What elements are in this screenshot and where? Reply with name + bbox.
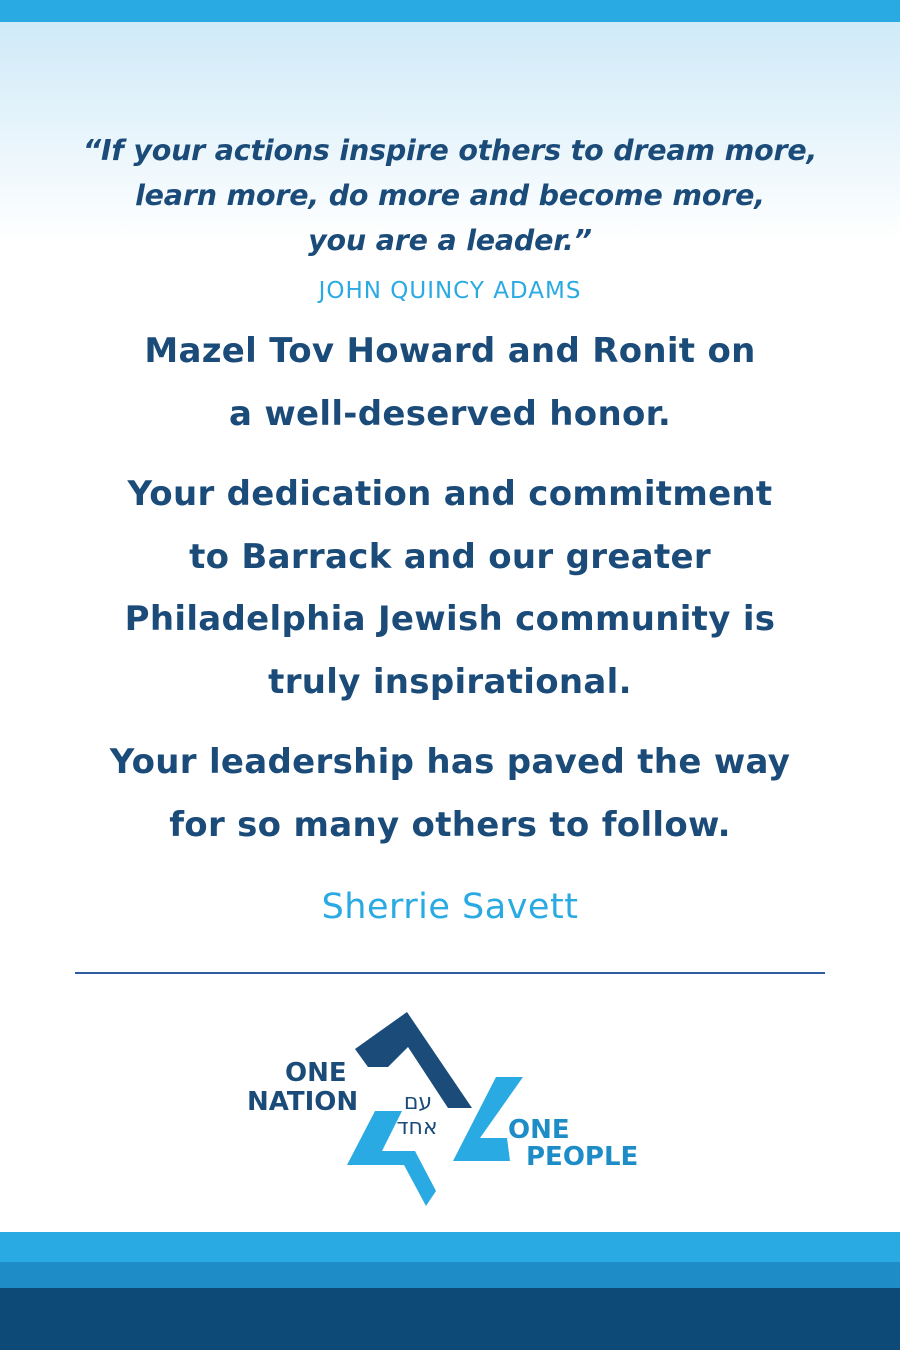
- quote-attribution: JOHN QUINCY ADAMS: [318, 278, 582, 304]
- logo-hebrew-echad: אחד: [396, 1115, 438, 1140]
- star-of-david-icon: [347, 1012, 523, 1206]
- top-accent-bar: [0, 0, 900, 22]
- logo-one-right: ONE: [508, 1115, 570, 1145]
- message-line: Mazel Tov Howard and Ronit on: [144, 331, 756, 371]
- logo-people: PEOPLE: [526, 1142, 639, 1172]
- leadership-quote: [50, 128, 850, 263]
- message-line: a well-deserved honor.: [228, 393, 672, 434]
- quote-line: you are a leader.”: [308, 224, 592, 257]
- dedication-paragraph: [40, 463, 860, 713]
- logo-hebrew-am: עם: [403, 1090, 433, 1115]
- bottom-band-dark: [0, 1288, 900, 1350]
- congratulations-paragraph: [40, 320, 860, 445]
- divider: [75, 972, 825, 974]
- logo-one-left: ONE: [285, 1058, 347, 1088]
- message-line: to Barrack and our greater: [189, 536, 711, 577]
- signature: Sherrie Savett: [321, 887, 579, 927]
- logo-nation: NATION: [247, 1087, 359, 1117]
- message-line: Your dedication and commitment: [127, 474, 773, 514]
- message-line: Your leadership has paved the way: [109, 742, 791, 782]
- quote-line: learn more, do more and become more,: [135, 179, 765, 212]
- one-nation-one-people-logo: [240, 1005, 670, 1215]
- bottom-band-light: [0, 1232, 900, 1262]
- message-line: for so many others to follow.: [169, 804, 731, 845]
- quote-line: “If your actions inspire others to dream more,: [82, 134, 818, 167]
- message-line: truly inspirational.: [268, 661, 632, 702]
- leadership-paragraph: [40, 731, 860, 856]
- bottom-band-mid: [0, 1262, 900, 1288]
- message-line: Philadelphia Jewish community is: [124, 599, 776, 639]
